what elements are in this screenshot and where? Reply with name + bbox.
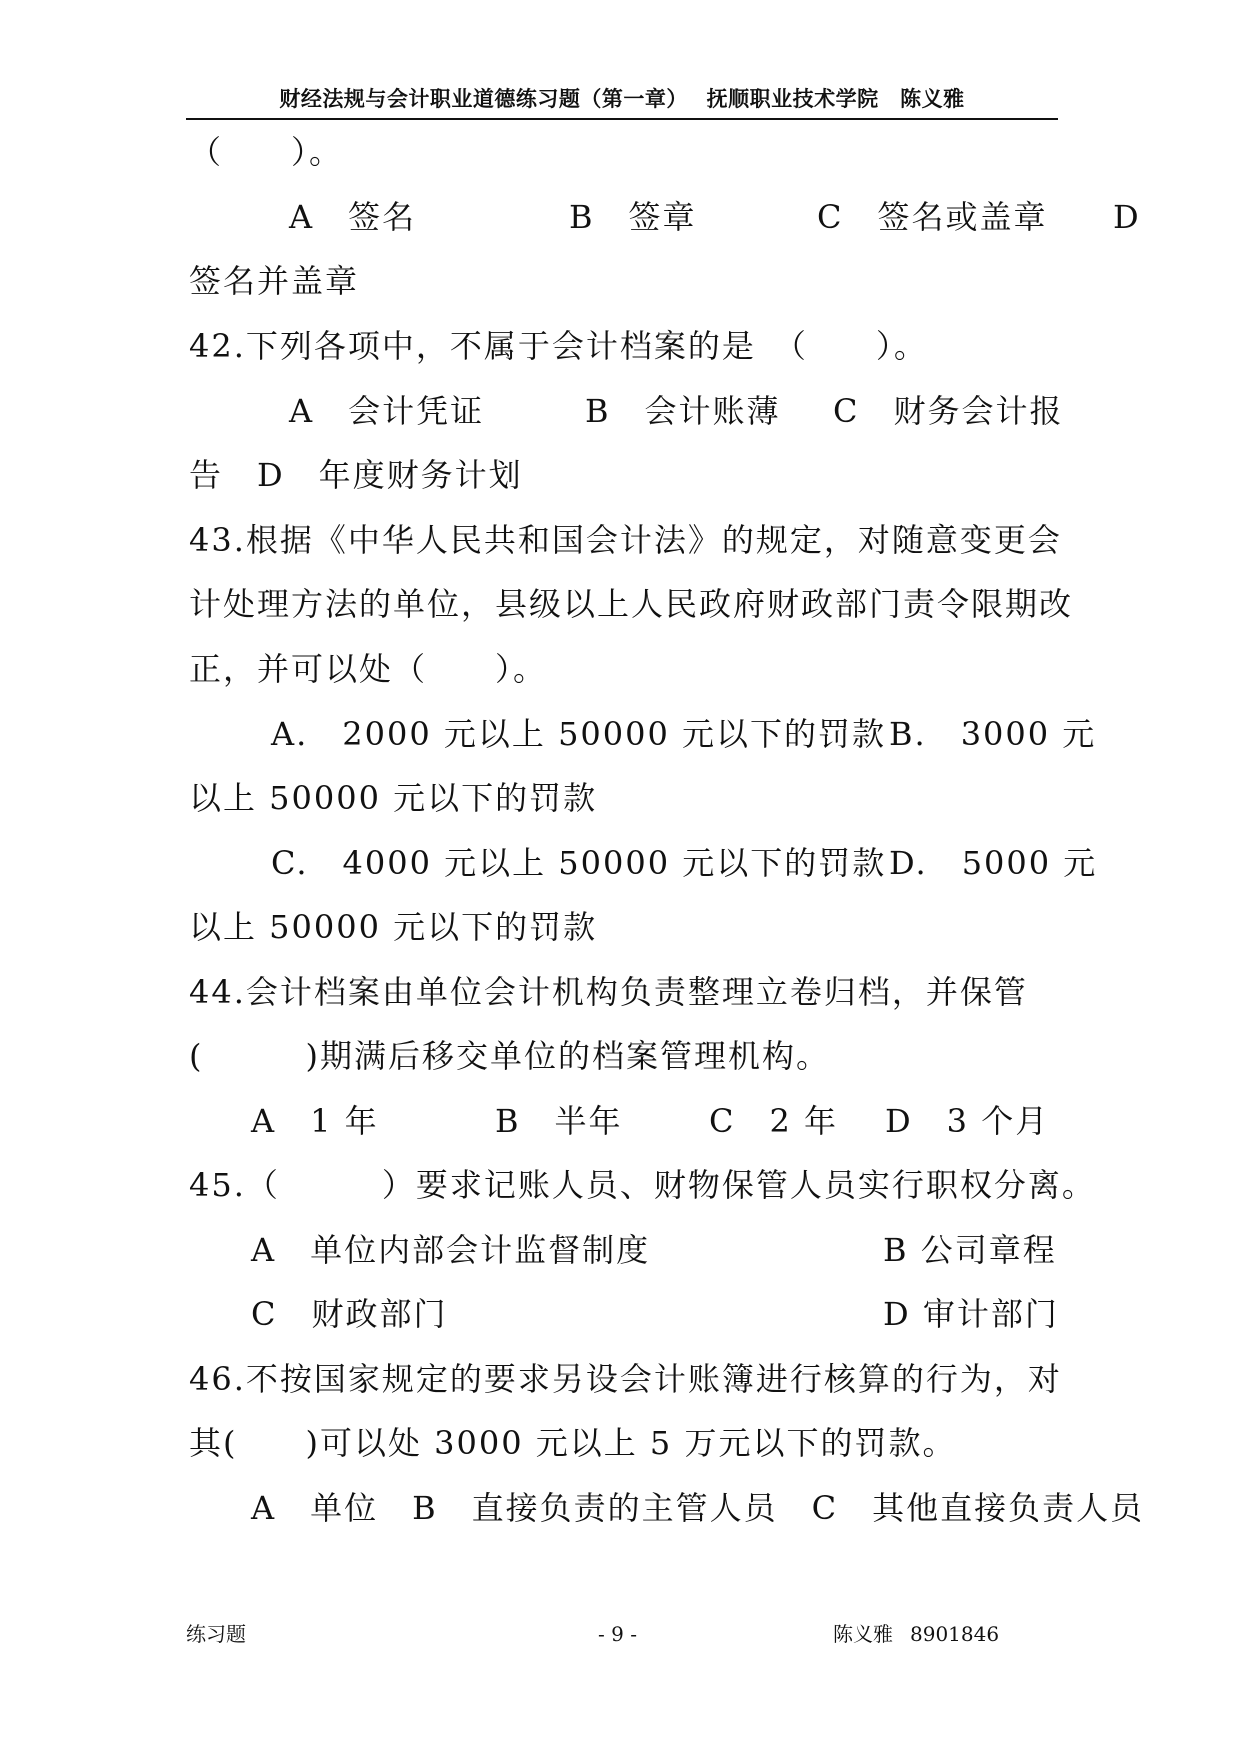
line-option-c-cont: 告 D 年度财务计划: [189, 456, 523, 494]
line-option-b: B 会计账薄: [585, 392, 781, 430]
line-option-b: B. 3000 元: [889, 715, 1097, 753]
line-option-a: A 会计凭证: [289, 392, 485, 430]
line-blank-prefix: （ ）。: [189, 133, 344, 171]
line-options: A 单位 B 直接负责的主管人员 C 其他直接负责人员: [251, 1489, 1145, 1527]
line-option-b-cont: 以上 50000 元以下的罚款: [189, 779, 598, 817]
footer-page-number: - 9 -: [598, 1622, 637, 1646]
line-question-44-cont: ( )期满后移交单位的档案管理机构。: [189, 1037, 830, 1075]
line-option-d: D 3 个月: [885, 1102, 1050, 1140]
line-question-46-cont: 其( )可以处 3000 元以上 5 万元以下的罚款。: [189, 1424, 957, 1462]
line-option-c: C 2 年: [709, 1102, 839, 1140]
line-option-b: B 公司章程: [883, 1231, 1057, 1269]
footer-phone: 8901846: [910, 1622, 1000, 1646]
line-option-c: C 财政部门: [251, 1295, 448, 1333]
line-option-c: C 财务会计报: [833, 392, 1064, 430]
line-option-b: B 半年: [495, 1102, 623, 1140]
line-option-b: B 签章: [569, 198, 697, 236]
line-option-c: C 签名或盖章: [817, 198, 1048, 236]
line-option-d: D 审计部门: [883, 1295, 1059, 1333]
line-question-43-cont: 计处理方法的单位，县级以上人民政府财政部门责令限期改: [189, 585, 1074, 623]
line-option-a: A 单位内部会计监督制度: [251, 1231, 651, 1269]
line-option-a: A. 2000 元以上 50000 元以下的罚款: [271, 715, 887, 753]
line-option-d-letter: D: [1113, 198, 1141, 236]
line-option-a: A 1 年: [251, 1102, 379, 1140]
header-divider: [186, 118, 1058, 120]
footer-left-label: 练习题: [186, 1622, 246, 1646]
line-option-d-text: 签名并盖章: [189, 262, 360, 300]
line-question-42: 42.下列各项中，不属于会计档案的是 （ ）。: [189, 327, 928, 365]
line-option-c: C. 4000 元以上 50000 元以下的罚款: [271, 844, 887, 882]
line-question-43: 43.根据《中华人民共和国会计法》的规定，对随意变更会: [189, 521, 1062, 559]
line-question-44: 44.会计档案由单位会计机构负责整理立卷归档，并保管: [189, 973, 1028, 1011]
line-option-d: D. 5000 元: [889, 844, 1098, 882]
footer-author: 陈义雅: [833, 1622, 893, 1646]
line-question-43-cont: 正，并可以处（ ）。: [189, 650, 548, 688]
line-question-45: 45.（ ）要求记账人员、财物保管人员实行职权分离。: [189, 1166, 1096, 1204]
line-question-46: 46.不按国家规定的要求另设会计账簿进行核算的行为，对: [189, 1360, 1062, 1398]
line-option-a: A 签名: [289, 198, 417, 236]
page-header-title: 财经法规与会计职业道德练习题（第一章） 抚顺职业技术学院 陈义雅: [279, 87, 965, 111]
line-option-d-cont: 以上 50000 元以下的罚款: [189, 908, 598, 946]
